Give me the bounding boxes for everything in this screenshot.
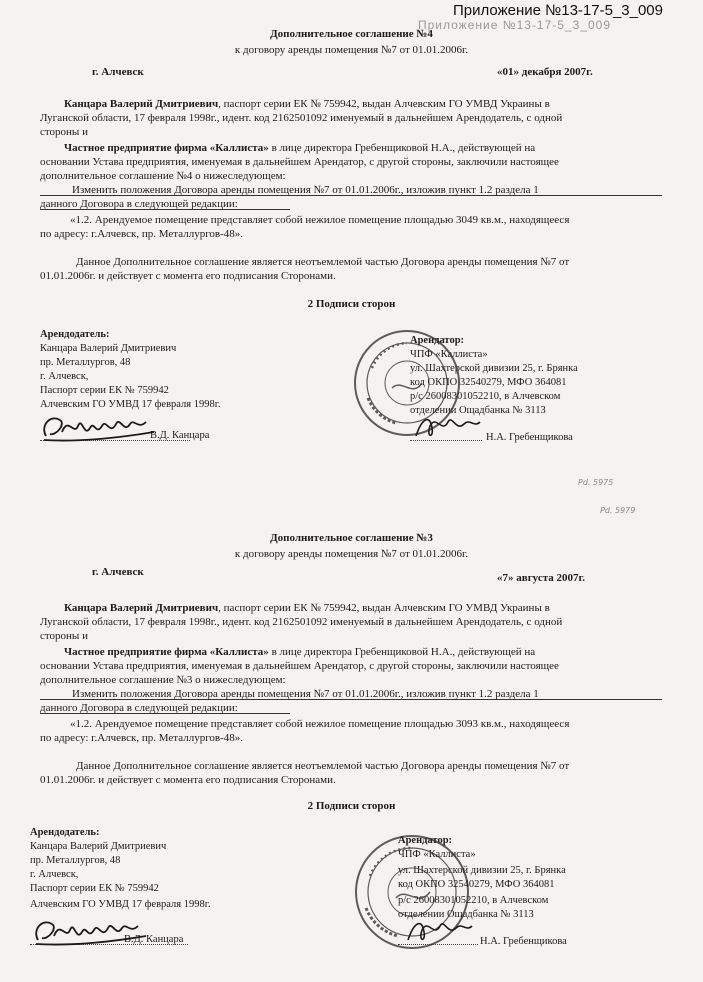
agreement-3 bbox=[0, 532, 703, 982]
party1-name: Канцара Валерий Дмитриевич bbox=[64, 602, 219, 614]
clause-line1: Изменить положения Договора аренды помещения №7 от 01.01.2006г., изложив пункт 1.2 раздела 1 bbox=[72, 184, 539, 196]
quote-line2: по адресу: г.Алчевск, пр. Металлургов-48». bbox=[40, 228, 244, 240]
landlord-signer: В.Д. Канцара bbox=[150, 430, 210, 441]
final-line1: Данное Дополнительное соглашение является неотъемлемой частью Договора аренды помещения №7 от bbox=[76, 760, 570, 772]
clause-line2: данного Договора в следующей редакции: bbox=[40, 198, 238, 210]
tenant-signer: Н.А. Гребенщикова bbox=[486, 432, 573, 443]
page-header: Приложение №13-17-5_3_009 bbox=[453, 2, 663, 19]
party1-name: Канцара Валерий Дмитриевич bbox=[64, 98, 219, 110]
agreement-subtitle: к договору аренды помещения №7 от 01.01.2006г. bbox=[234, 548, 469, 560]
party2-paragraph-line2: основании Устава предприятия, именуемая в дальнейшем Арендатор, с другой стороны, заключили настоящее bbox=[40, 156, 559, 168]
landlord-line: Канцара Валерий Дмитриевич bbox=[30, 841, 167, 852]
margin-note: Pd. 5975 bbox=[578, 478, 614, 487]
party1-paragraph-line3: стороны и bbox=[40, 630, 88, 642]
landlord-line: Канцара Валерий Дмитриевич bbox=[40, 343, 177, 354]
party1-paragraph-line2: Луганской области, 17 февраля 1998г., идент. код 2162501092 именуемый в дальнейшем Арендодатель, с одной bbox=[40, 112, 563, 124]
tenant-role: Арендатор: bbox=[398, 835, 453, 846]
tenant-line: отделении Ощадбанка № 3113 bbox=[410, 405, 546, 416]
landlord-line: пр. Металлургов, 48 bbox=[40, 357, 131, 368]
agreement-date: «7» августа 2007г. bbox=[497, 572, 586, 584]
party2-paragraph-line1 bbox=[64, 646, 535, 659]
quote-line1: «1.2. Арендуемое помещение представляет собой нежилое помещение площадью 3049 кв.м., находящееся bbox=[70, 214, 570, 226]
margin-note: Pd. 5979 bbox=[600, 506, 636, 515]
final-line2: 01.01.2006г. и действует с момента его подписания Сторонами. bbox=[40, 270, 336, 282]
landlord-role: Арендодатель: bbox=[30, 827, 100, 838]
final-line2: 01.01.2006г. и действует с момента его подписания Сторонами. bbox=[40, 774, 336, 786]
signatures-heading: 2 Подписи сторон bbox=[307, 298, 396, 310]
party2-text: в лице директора Гребенщиковой Н.А., действующей на bbox=[268, 646, 536, 658]
landlord-line: г. Алчевск, bbox=[30, 869, 79, 880]
agreement-subtitle: к договору аренды помещения №7 от 01.01.2006г. bbox=[234, 44, 469, 56]
party1-paragraph-line1 bbox=[64, 98, 550, 111]
landlord-line: Паспорт серии ЕК № 759942 bbox=[40, 385, 169, 396]
landlord-signature-icon bbox=[38, 406, 158, 448]
final-line1: Данное Дополнительное соглашение является неотъемлемой частью Договора аренды помещения №7 от bbox=[76, 256, 570, 268]
landlord-role: Арендодатель: bbox=[40, 329, 110, 340]
agreement-title: Дополнительное соглашение №4 bbox=[270, 28, 433, 40]
tenant-signature-icon bbox=[412, 408, 482, 442]
party2-paragraph-line3: дополнительное соглашение №4 о нижеследующем: bbox=[40, 170, 286, 182]
landlord-line: Алчевским ГО УМВД 17 февраля 1998г. bbox=[30, 899, 211, 910]
party2-paragraph-line3: дополнительное соглашение №3 о нижеследующем: bbox=[40, 674, 286, 686]
tenant-line: ул. Шахтерской дивизии 25, г. Брянка bbox=[398, 865, 566, 876]
party1-text: , паспорт серии ЕК № 759942, выдан Алчевским ГО УМВД Украины в bbox=[218, 602, 550, 614]
page-header-ghost: Приложение №13-17-5_3_009 bbox=[418, 18, 611, 32]
agreement-city: г. Алчевск bbox=[92, 566, 144, 578]
tenant-line: р/с 26008301052210, в Алчевском bbox=[398, 895, 549, 906]
party2-paragraph-line2: основании Устава предприятия, именуемая в дальнейшем Арендатор, с другой стороны, заключили настоящее bbox=[40, 660, 559, 672]
agreement-date: «01» декабря 2007г. bbox=[497, 66, 593, 78]
landlord-line: Алчевским ГО УМВД 17 февраля 1998г. bbox=[40, 399, 221, 410]
quote-line1: «1.2. Арендуемое помещение представляет собой нежилое помещение площадью 3093 кв.м., находящееся bbox=[70, 718, 570, 730]
tenant-line: код ОКПО 32540279, МФО 364081 bbox=[398, 879, 555, 890]
quote-line2: по адресу: г.Алчевск, пр. Металлургов-48». bbox=[40, 732, 244, 744]
clause-line2: данного Договора в следующей редакции: bbox=[40, 702, 238, 714]
party1-text: , паспорт серии ЕК № 759942, выдан Алчевским ГО УМВД Украины в bbox=[218, 98, 550, 110]
landlord-line: г. Алчевск, bbox=[40, 371, 89, 382]
tenant-signer: Н.А. Гребенщикова bbox=[480, 936, 567, 947]
party2-name: Частное предприятие фирма «Каллиста» bbox=[64, 142, 269, 154]
tenant-line: ЧПФ «Каллиста» bbox=[398, 849, 476, 860]
agreement-title: Дополнительное соглашение №3 bbox=[270, 532, 433, 544]
signatures-heading: 2 Подписи сторон bbox=[307, 800, 396, 812]
landlord-line: пр. Металлургов, 48 bbox=[30, 855, 121, 866]
party2-paragraph-line1 bbox=[64, 142, 535, 155]
party1-paragraph-line3: стороны и bbox=[40, 126, 88, 138]
tenant-signature-icon bbox=[404, 912, 474, 946]
party1-paragraph-line1 bbox=[64, 602, 550, 615]
landlord-signer: В.Д. Канцара bbox=[124, 934, 184, 945]
clause-line1: Изменить положения Договора аренды помещения №7 от 01.01.2006г., изложив пункт 1.2 раздела 1 bbox=[72, 688, 539, 700]
agreement-city: г. Алчевск bbox=[92, 66, 144, 78]
tenant-line: ЧПФ «Каллиста» bbox=[410, 349, 488, 360]
party1-paragraph-line2: Луганской области, 17 февраля 1998г., идент. код 2162501092 именуемый в дальнейшем Арендодатель, с одной bbox=[40, 616, 563, 628]
landlord-line: Паспорт серии ЕК № 759942 bbox=[30, 883, 159, 894]
tenant-line: р/с 26008301052210, в Алчевском bbox=[410, 391, 561, 402]
party2-text: в лице директора Гребенщиковой Н.А., действующей на bbox=[268, 142, 536, 154]
tenant-line: код ОКПО 32540279, МФО 364081 bbox=[410, 377, 567, 388]
landlord-signature-icon bbox=[30, 910, 150, 952]
tenant-line: отделении Ощадбанка № 3113 bbox=[398, 909, 534, 920]
agreement-4 bbox=[0, 28, 703, 515]
tenant-role: Арендатор: bbox=[410, 335, 465, 346]
tenant-line: ул. Шахтерской дивизии 25, г. Брянка bbox=[410, 363, 578, 374]
party2-name: Частное предприятие фирма «Каллиста» bbox=[64, 646, 269, 658]
